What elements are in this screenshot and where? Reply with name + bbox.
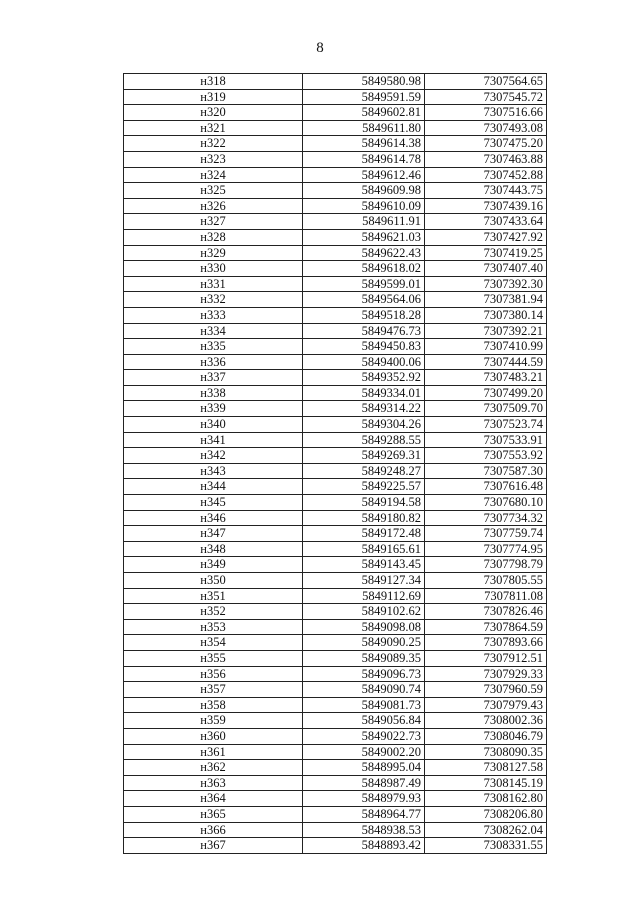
- table-row: [124, 791, 547, 807]
- x-coordinate-cell: 5849518.28: [303, 307, 425, 323]
- point-id-cell: н333: [124, 307, 303, 323]
- x-coordinate-cell: 5849602.81: [303, 105, 425, 121]
- y-coordinate-cell: 7307523.74: [425, 417, 547, 433]
- point-id-cell: н352: [124, 604, 303, 620]
- x-coordinate-cell: 5849618.02: [303, 261, 425, 277]
- y-coordinate-cell: 7307380.14: [425, 307, 547, 323]
- point-id-cell: н358: [124, 697, 303, 713]
- coordinates-table-body: [124, 74, 547, 854]
- point-id-cell: н329: [124, 245, 303, 261]
- y-coordinate-cell: 7307516.66: [425, 105, 547, 121]
- table-row: [124, 495, 547, 511]
- x-coordinate-cell: 5849165.61: [303, 541, 425, 557]
- x-coordinate-cell: 5848979.93: [303, 791, 425, 807]
- point-id-cell: н363: [124, 775, 303, 791]
- x-coordinate-cell: 5849612.46: [303, 167, 425, 183]
- table-row: [124, 713, 547, 729]
- table-row: [124, 323, 547, 339]
- table-row: [124, 136, 547, 152]
- y-coordinate-cell: 7308331.55: [425, 838, 547, 854]
- table-row: [124, 838, 547, 854]
- x-coordinate-cell: 5849172.48: [303, 526, 425, 542]
- y-coordinate-cell: 7307960.59: [425, 682, 547, 698]
- point-id-cell: н326: [124, 198, 303, 214]
- x-coordinate-cell: 5849334.01: [303, 385, 425, 401]
- y-coordinate-cell: 7307979.43: [425, 697, 547, 713]
- x-coordinate-cell: 5849621.03: [303, 229, 425, 245]
- point-id-cell: н321: [124, 120, 303, 136]
- x-coordinate-cell: 5849269.31: [303, 448, 425, 464]
- table-row: [124, 666, 547, 682]
- table-row: [124, 105, 547, 121]
- x-coordinate-cell: 5849580.98: [303, 74, 425, 90]
- y-coordinate-cell: 7307427.92: [425, 229, 547, 245]
- point-id-cell: н334: [124, 323, 303, 339]
- point-id-cell: н342: [124, 448, 303, 464]
- y-coordinate-cell: 7307774.95: [425, 541, 547, 557]
- x-coordinate-cell: 5849090.25: [303, 635, 425, 651]
- y-coordinate-cell: 7307407.40: [425, 261, 547, 277]
- x-coordinate-cell: 5849225.57: [303, 479, 425, 495]
- point-id-cell: н325: [124, 183, 303, 199]
- table-row: [124, 573, 547, 589]
- y-coordinate-cell: 7307929.33: [425, 666, 547, 682]
- y-coordinate-cell: 7307533.91: [425, 432, 547, 448]
- table-row: [124, 261, 547, 277]
- x-coordinate-cell: 5849622.43: [303, 245, 425, 261]
- x-coordinate-cell: 5849314.22: [303, 401, 425, 417]
- y-coordinate-cell: 7307912.51: [425, 650, 547, 666]
- point-id-cell: н348: [124, 541, 303, 557]
- point-id-cell: н360: [124, 728, 303, 744]
- point-id-cell: н345: [124, 495, 303, 511]
- x-coordinate-cell: 5848995.04: [303, 760, 425, 776]
- point-id-cell: н343: [124, 463, 303, 479]
- x-coordinate-cell: 5849476.73: [303, 323, 425, 339]
- table-row: [124, 479, 547, 495]
- point-id-cell: н355: [124, 650, 303, 666]
- x-coordinate-cell: 5849248.27: [303, 463, 425, 479]
- table-row: [124, 604, 547, 620]
- y-coordinate-cell: 7308145.19: [425, 775, 547, 791]
- x-coordinate-cell: 5849180.82: [303, 510, 425, 526]
- table-row: [124, 151, 547, 167]
- table-row: [124, 744, 547, 760]
- y-coordinate-cell: 7308127.58: [425, 760, 547, 776]
- x-coordinate-cell: 5849056.84: [303, 713, 425, 729]
- y-coordinate-cell: 7307893.66: [425, 635, 547, 651]
- table-row: [124, 89, 547, 105]
- y-coordinate-cell: 7308206.80: [425, 806, 547, 822]
- point-id-cell: н354: [124, 635, 303, 651]
- y-coordinate-cell: 7307616.48: [425, 479, 547, 495]
- y-coordinate-cell: 7307475.20: [425, 136, 547, 152]
- x-coordinate-cell: 5849599.01: [303, 276, 425, 292]
- table-row: [124, 183, 547, 199]
- point-id-cell: н341: [124, 432, 303, 448]
- y-coordinate-cell: 7307811.08: [425, 588, 547, 604]
- table-row: [124, 806, 547, 822]
- y-coordinate-cell: 7307433.64: [425, 214, 547, 230]
- table-row: [124, 557, 547, 573]
- y-coordinate-cell: 7308090.35: [425, 744, 547, 760]
- table-row: [124, 167, 547, 183]
- x-coordinate-cell: 5849098.08: [303, 619, 425, 635]
- table-row: [124, 463, 547, 479]
- table-row: [124, 682, 547, 698]
- table-row: [124, 526, 547, 542]
- point-id-cell: н336: [124, 354, 303, 370]
- x-coordinate-cell: 5849194.58: [303, 495, 425, 511]
- point-id-cell: н332: [124, 292, 303, 308]
- table-row: [124, 541, 547, 557]
- x-coordinate-cell: 5849090.74: [303, 682, 425, 698]
- x-coordinate-cell: 5849304.26: [303, 417, 425, 433]
- y-coordinate-cell: 7307826.46: [425, 604, 547, 620]
- table-row: [124, 417, 547, 433]
- point-id-cell: н364: [124, 791, 303, 807]
- x-coordinate-cell: 5848964.77: [303, 806, 425, 822]
- y-coordinate-cell: 7308162.80: [425, 791, 547, 807]
- x-coordinate-cell: 5849400.06: [303, 354, 425, 370]
- table-row: [124, 401, 547, 417]
- table-row: [124, 292, 547, 308]
- table-row: [124, 245, 547, 261]
- table-row: [124, 354, 547, 370]
- y-coordinate-cell: 7307452.88: [425, 167, 547, 183]
- point-id-cell: н353: [124, 619, 303, 635]
- point-id-cell: н327: [124, 214, 303, 230]
- table-row: [124, 229, 547, 245]
- table-row: [124, 760, 547, 776]
- y-coordinate-cell: 7307587.30: [425, 463, 547, 479]
- x-coordinate-cell: 5849614.78: [303, 151, 425, 167]
- y-coordinate-cell: 7307444.59: [425, 354, 547, 370]
- y-coordinate-cell: 7307564.65: [425, 74, 547, 90]
- point-id-cell: н357: [124, 682, 303, 698]
- point-id-cell: н361: [124, 744, 303, 760]
- y-coordinate-cell: 7307509.70: [425, 401, 547, 417]
- point-id-cell: н322: [124, 136, 303, 152]
- x-coordinate-cell: 5849610.09: [303, 198, 425, 214]
- x-coordinate-cell: 5849609.98: [303, 183, 425, 199]
- y-coordinate-cell: 7307419.25: [425, 245, 547, 261]
- table-row: [124, 74, 547, 90]
- table-row: [124, 339, 547, 355]
- y-coordinate-cell: 7307805.55: [425, 573, 547, 589]
- y-coordinate-cell: 7307864.59: [425, 619, 547, 635]
- table-row: [124, 214, 547, 230]
- point-id-cell: н328: [124, 229, 303, 245]
- table-row: [124, 307, 547, 323]
- table-row: [124, 432, 547, 448]
- x-coordinate-cell: 5849089.35: [303, 650, 425, 666]
- y-coordinate-cell: 7307381.94: [425, 292, 547, 308]
- point-id-cell: н351: [124, 588, 303, 604]
- y-coordinate-cell: 7307483.21: [425, 370, 547, 386]
- x-coordinate-cell: 5848938.53: [303, 822, 425, 838]
- coordinates-table: [123, 73, 547, 854]
- x-coordinate-cell: 5849081.73: [303, 697, 425, 713]
- point-id-cell: н350: [124, 573, 303, 589]
- point-id-cell: н324: [124, 167, 303, 183]
- point-id-cell: н320: [124, 105, 303, 121]
- y-coordinate-cell: 7307798.79: [425, 557, 547, 573]
- point-id-cell: н331: [124, 276, 303, 292]
- x-coordinate-cell: 5849143.45: [303, 557, 425, 573]
- point-id-cell: н365: [124, 806, 303, 822]
- x-coordinate-cell: 5849450.83: [303, 339, 425, 355]
- point-id-cell: н330: [124, 261, 303, 277]
- table-row: [124, 510, 547, 526]
- point-id-cell: н335: [124, 339, 303, 355]
- x-coordinate-cell: 5849352.92: [303, 370, 425, 386]
- page-number: 8: [316, 40, 324, 56]
- x-coordinate-cell: 5849591.59: [303, 89, 425, 105]
- table-row: [124, 650, 547, 666]
- x-coordinate-cell: 5849096.73: [303, 666, 425, 682]
- point-id-cell: н318: [124, 74, 303, 90]
- x-coordinate-cell: 5849611.80: [303, 120, 425, 136]
- table-row: [124, 728, 547, 744]
- x-coordinate-cell: 5849611.91: [303, 214, 425, 230]
- point-id-cell: н337: [124, 370, 303, 386]
- table-row: [124, 697, 547, 713]
- point-id-cell: н366: [124, 822, 303, 838]
- y-coordinate-cell: 7308002.36: [425, 713, 547, 729]
- y-coordinate-cell: 7307392.30: [425, 276, 547, 292]
- x-coordinate-cell: 5849022.73: [303, 728, 425, 744]
- table-row: [124, 635, 547, 651]
- x-coordinate-cell: 5848893.42: [303, 838, 425, 854]
- point-id-cell: н323: [124, 151, 303, 167]
- y-coordinate-cell: 7307410.99: [425, 339, 547, 355]
- y-coordinate-cell: 7307499.20: [425, 385, 547, 401]
- y-coordinate-cell: 7308262.04: [425, 822, 547, 838]
- x-coordinate-cell: 5849127.34: [303, 573, 425, 589]
- table-row: [124, 775, 547, 791]
- point-id-cell: н362: [124, 760, 303, 776]
- y-coordinate-cell: 7307493.08: [425, 120, 547, 136]
- y-coordinate-cell: 7307439.16: [425, 198, 547, 214]
- point-id-cell: н359: [124, 713, 303, 729]
- x-coordinate-cell: 5849112.69: [303, 588, 425, 604]
- table-row: [124, 619, 547, 635]
- y-coordinate-cell: 7308046.79: [425, 728, 547, 744]
- y-coordinate-cell: 7307443.75: [425, 183, 547, 199]
- y-coordinate-cell: 7307463.88: [425, 151, 547, 167]
- point-id-cell: н319: [124, 89, 303, 105]
- point-id-cell: н356: [124, 666, 303, 682]
- x-coordinate-cell: 5849288.55: [303, 432, 425, 448]
- table-row: [124, 120, 547, 136]
- x-coordinate-cell: 5849614.38: [303, 136, 425, 152]
- point-id-cell: н349: [124, 557, 303, 573]
- y-coordinate-cell: 7307545.72: [425, 89, 547, 105]
- y-coordinate-cell: 7307553.92: [425, 448, 547, 464]
- x-coordinate-cell: 5849002.20: [303, 744, 425, 760]
- table-row: [124, 370, 547, 386]
- table-row: [124, 588, 547, 604]
- point-id-cell: н347: [124, 526, 303, 542]
- point-id-cell: н346: [124, 510, 303, 526]
- table-row: [124, 276, 547, 292]
- y-coordinate-cell: 7307392.21: [425, 323, 547, 339]
- y-coordinate-cell: 7307734.32: [425, 510, 547, 526]
- table-row: [124, 385, 547, 401]
- point-id-cell: н367: [124, 838, 303, 854]
- x-coordinate-cell: 5849564.06: [303, 292, 425, 308]
- table-row: [124, 822, 547, 838]
- table-row: [124, 198, 547, 214]
- x-coordinate-cell: 5849102.62: [303, 604, 425, 620]
- point-id-cell: н339: [124, 401, 303, 417]
- table-row: [124, 448, 547, 464]
- y-coordinate-cell: 7307759.74: [425, 526, 547, 542]
- point-id-cell: н338: [124, 385, 303, 401]
- x-coordinate-cell: 5848987.49: [303, 775, 425, 791]
- point-id-cell: н344: [124, 479, 303, 495]
- point-id-cell: н340: [124, 417, 303, 433]
- y-coordinate-cell: 7307680.10: [425, 495, 547, 511]
